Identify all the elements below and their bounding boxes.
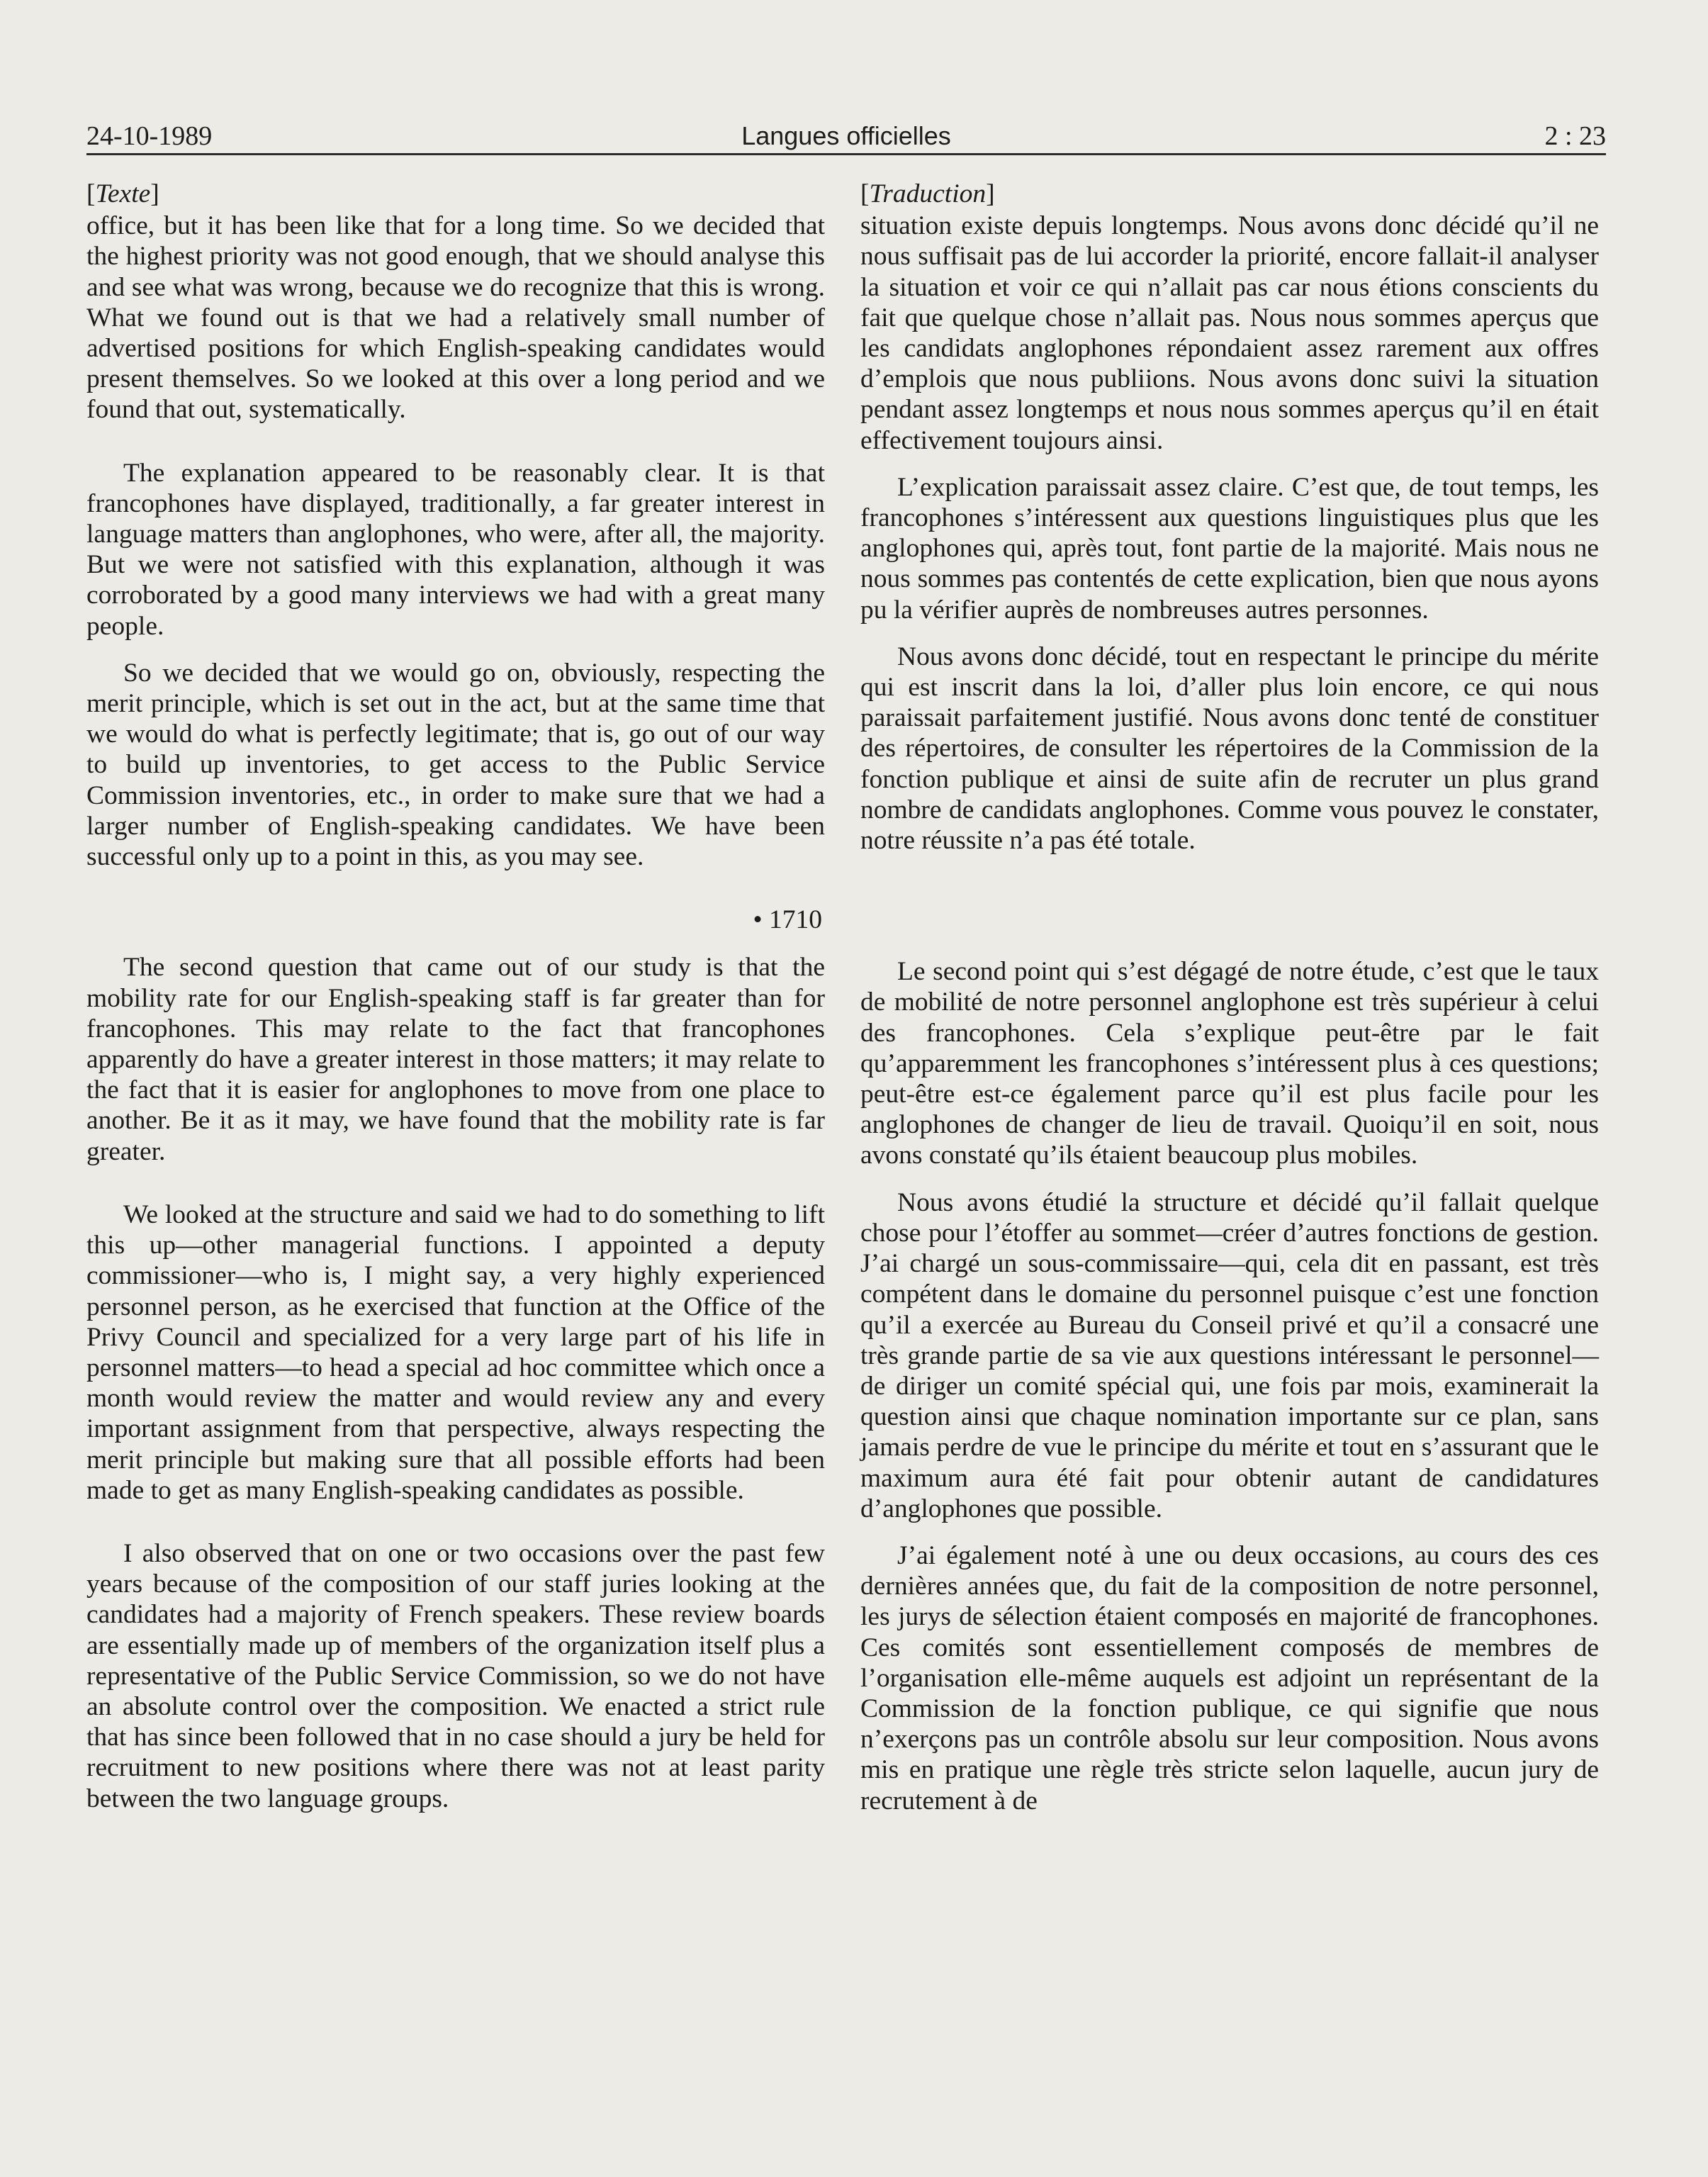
english-paragraph-1: office, but it has been like that for a long time. So we decided that the highest priority was not good enough, that we should analyse this and see what was wrong, because we do recognize that this is wrong. What we found out is that we had a relatively small number of advertised positions for which English-speaking candidates would present themselves. So we looked at this over a long period and we found that out, systematically.	[86, 211, 825, 425]
texte-tag-label: Texte	[95, 179, 151, 208]
french-column	[860, 179, 1599, 1816]
header-date: 24-10-1989	[86, 121, 213, 151]
traduction-tag: [Traduction]	[860, 179, 995, 208]
english-paragraph-4: The second question that came out of our study is that the mobility rate for our English-speaking staff is far greater than for francophones. This may relate to the fact that francophones apparently do have a greater interest in those matters; it may relate to the fact that it is easier for anglophones to move from one place to another. Be it as it may, we have found that the mobility rate is far greater.	[86, 953, 825, 1166]
french-paragraph-4: Le second point qui s’est dégagé de notre étude, c’est que le taux de mobilité de notre personnel anglophone est très supérieur à celui des francophones. Cela s’explique peut-être par le fait qu’apparemment les francophones s’intéressent plus à ces questions; peut-être est-ce également parce qu’il est plus facile pour les anglophones de changer de lieu de travail. Quoiqu’il en soit, nous avons constaté qu’ils étaient beaucoup plus mobiles.	[860, 957, 1599, 1170]
french-paragraph-5: Nous avons étudié la structure et décidé qu’il fallait quelque chose pour l’étoffer au sommet—créer d’autres fonctions de gestion. J’ai chargé un sous-commissaire—qui, cela dit en passant, est très compétent dans le domaine du personnel puisque c’est une fonction qu’il a exercée au Bureau du Conseil privé et qu’il a consacré une très grande partie de sa vie aux questions intéressant le personnel—de diriger un comité spécial qui, une fois par mois, examinerait la question ainsi que chaque nomination importante sur ce plan, sans jamais perdre de vue le principe du mérite et tout en s’assurant que le maximum aura été fait pour obtenir autant de candidatures d’anglophones que possible.	[860, 1187, 1599, 1523]
traduction-tag-label: Traduction	[869, 179, 987, 208]
english-paragraph-3: So we decided that we would go on, obviously, respecting the merit principle, which is set out in the act, but at the same time that we would do what is perfectly legitimate; that is, go out of our way to build up inventories, to get access to the Public Service Commission inventories, etc., in order to make sure that we had a larger number of English-speaking candidates. We have been successful only up to a point in this, as you may see.	[86, 658, 825, 872]
page-header	[86, 119, 1606, 155]
french-paragraph-6: J’ai également noté à une ou deux occasions, au cours des ces dernières années que, du fait de la composition de notre personnel, les jurys de sélection étaient composés en majorité de francophones. Ces comités sont essentiellement composés de membres de l’organisation elle-même auquels est adjoint un représentant de la Commission de la fonction publique, ce qui signifie que nous n’exerçons pas un contrôle absolu sur leur composition. Nous avons mis en pratique une règle très stricte selon laquelle, aucun jury de recrutement à de	[860, 1540, 1599, 1815]
english-column	[86, 179, 825, 1814]
time-stamp: • 1710	[753, 905, 822, 935]
header-page-number: 2 : 23	[1544, 121, 1606, 151]
english-paragraph-6: I also observed that on one or two occasions over the past few years because of the composition of our staff juries looking at the candidates had a majority of French speakers. These review boards are essentially made up of members of the organization itself plus a representative of the Public Service Commission, so we do not have an absolute control over the composition. We enacted a strict rule that has since been followed that in no case should a jury be held for recruitment to new positions where there was not at least parity between the two language groups.	[86, 1538, 825, 1813]
french-paragraph-1: situation existe depuis longtemps. Nous avons donc décidé qu’il ne nous suffisait pas de lui accorder la priorité, encore fallait-il analyser la situation et voir ce qui n’allait pas car nous étions conscients du fait que quelque chose n’allait pas. Nous nous sommes aperçus que les candidats anglophones répondaient assez rarement aux offres d’emplois que nous publiions. Nous avons donc suivi la situation pendant assez longtemps et nous nous sommes aperçus qu’il en était effectivement toujours ainsi.	[860, 211, 1599, 455]
french-paragraph-2: L’explication paraissait assez claire. C’est que, de tout temps, les francophones s’intéressent aux questions linguistiques plus que les anglophones qui, après tout, font partie de la majorité. Mais nous ne nous sommes pas contentés de cette explication, bien que nous ayons pu la vérifier auprès de nombreuses autres personnes.	[860, 472, 1599, 625]
french-paragraph-3: Nous avons donc décidé, tout en respectant le principe du mérite qui est inscrit dans la loi, d’aller plus loin encore, ce qui nous paraissait parfaitement justifié. Nous avons donc tenté de constituer des répertoires, de consulter les répertoires de la Commission de la fonction publique et ainsi de suite afin de recruter un plus grand nombre de candidats anglophones. Comme vous pouvez le constater, notre réussite n’a pas été totale.	[860, 642, 1599, 856]
english-paragraph-5: We looked at the structure and said we had to do something to lift this up—other managerial functions. I appointed a deputy commissioner—who is, I might say, a very highly experienced personnel person, as he exercised that function at the Office of the Privy Council and specialized for a very large part of his life in personnel matters—to head a special ad hoc committee which once a month would review the matter and would review any and every important assignment from that perspective, always respecting the merit principle but making sure that all possible efforts had been made to get as many English-speaking candidates as possible.	[86, 1199, 825, 1505]
header-title: Langues officielles	[741, 121, 951, 150]
english-paragraph-2: The explanation appeared to be reasonably clear. It is that francophones have displayed, traditionally, a far greater interest in language matters than anglophones, who were, after all, the majority. But we were not satisfied with this explanation, although it was corroborated by a good many interviews we had with a great many people.	[86, 458, 825, 641]
texte-tag: [Texte]	[86, 179, 159, 208]
